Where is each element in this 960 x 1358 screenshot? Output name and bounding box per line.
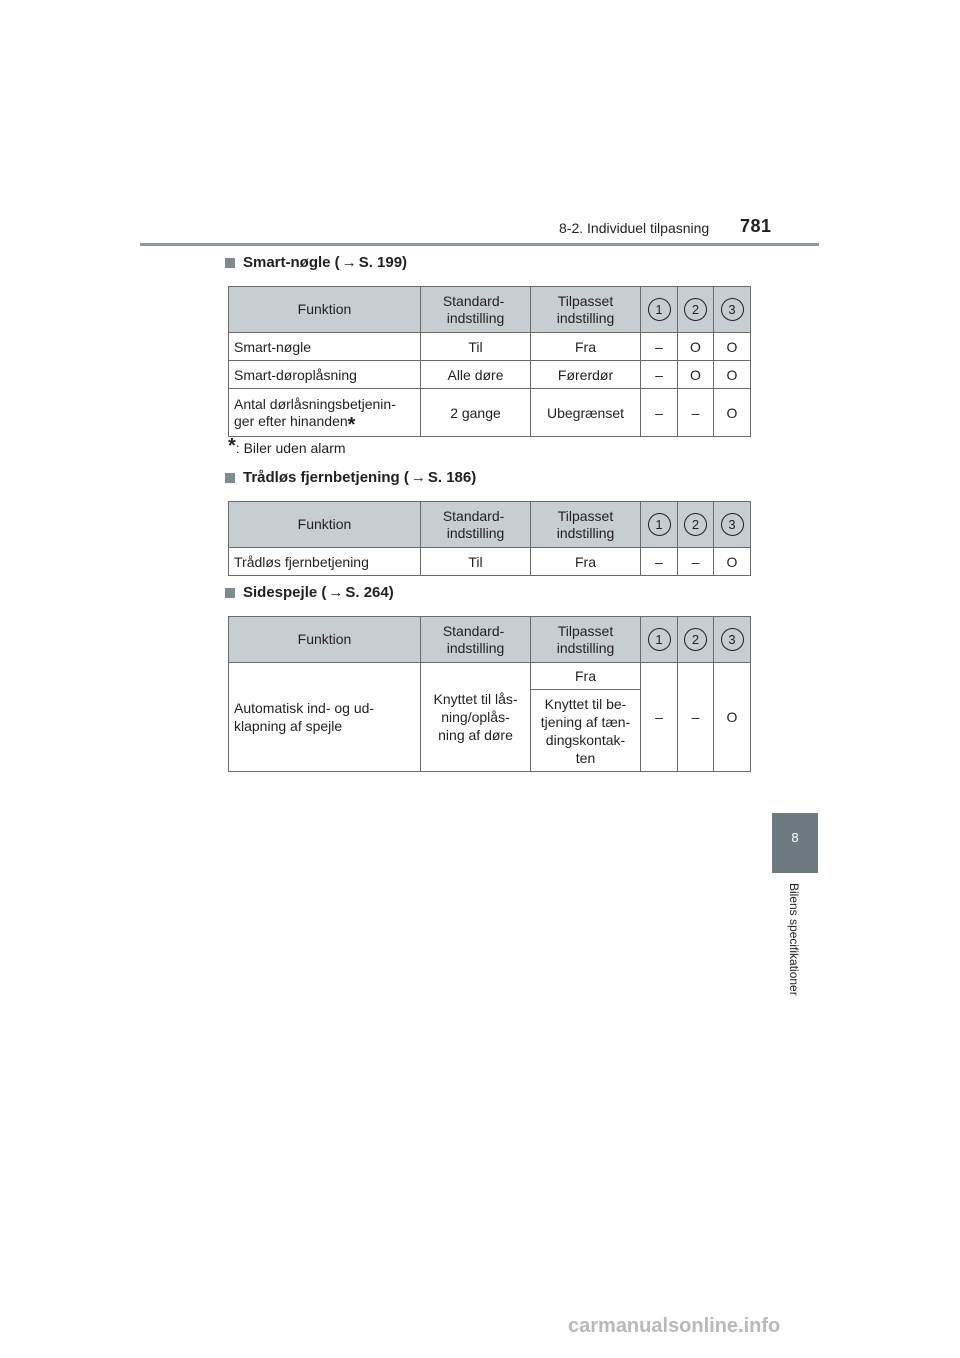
chapter-number: 8 (791, 830, 799, 845)
bullet-square-icon (225, 473, 235, 483)
col-header-funktion: Funktion (229, 617, 421, 663)
col-header-2: 2 (678, 617, 714, 663)
col-header-1: 1 (641, 502, 678, 548)
col-header-3: 3 (714, 617, 751, 663)
col-header-2: 2 (678, 502, 714, 548)
col-header-2: 2 (678, 287, 714, 333)
col-header-standard: Standard- indstilling (421, 502, 531, 548)
col-header-standard: Standard- indstilling (421, 287, 531, 333)
footnote-marker: * (347, 413, 356, 436)
page-number: 781 (740, 216, 772, 236)
watermark: carmanualsonline.info (568, 1315, 781, 1337)
arrow-right-icon: → (328, 584, 344, 601)
col-header-3: 3 (714, 502, 751, 548)
bullet-square-icon (225, 258, 235, 268)
arrow-right-icon: → (341, 254, 357, 271)
table-row: Knyttet til be- tjening af tæn- dingskontak- ten (229, 690, 751, 772)
table-row: Smart-nøgle Til Fra – O O (229, 333, 751, 361)
bullet-square-icon (225, 588, 235, 598)
section-title: 8-2. Individuel tilpasning (559, 220, 710, 236)
section-heading-remote: Trådløs fjernbetjening ( → S. 186) (225, 469, 476, 486)
col-header-3: 3 (714, 287, 751, 333)
table-smart-key (228, 286, 751, 437)
table-remote (228, 501, 751, 576)
chapter-label: Bilens specifikationer (787, 883, 801, 996)
table-row: Antal dørlåsningsbetjenin- ger efter hinanden* 2 gange Ubegrænset – – O (229, 389, 751, 437)
col-header-funktion: Funktion (229, 502, 421, 548)
col-header-tilpasset: Tilpasset indstilling (531, 617, 641, 663)
col-header-standard: Standard- indstilling (421, 617, 531, 663)
table-mirrors (228, 616, 751, 772)
col-header-tilpasset: Tilpasset indstilling (531, 287, 641, 333)
table-header-row (229, 617, 751, 663)
table-header-row (229, 287, 751, 333)
header-divider (140, 243, 819, 246)
table-row: Automatisk ind- og ud- klapning af spejle Knyttet til lås- ning/oplås- ning af døre Fra – – O (229, 663, 751, 690)
table-header-row (229, 502, 751, 548)
table-row: Smart-døroplåsning Alle døre Førerdør – O O (229, 361, 751, 389)
arrow-right-icon: → (410, 469, 426, 486)
col-header-funktion: Funktion (229, 287, 421, 333)
col-header-1: 1 (641, 617, 678, 663)
table-row: Trådløs fjernbetjening Til Fra – – O (229, 548, 751, 576)
col-header-1: 1 (641, 287, 678, 333)
col-header-tilpasset: Tilpasset indstilling (531, 502, 641, 548)
section-heading-mirrors: Sidespejle ( → S. 264) (225, 584, 394, 601)
section-heading-smart-key: Smart-nøgle ( → S. 199) (225, 254, 407, 271)
footnote: *: Biler uden alarm (228, 435, 346, 458)
